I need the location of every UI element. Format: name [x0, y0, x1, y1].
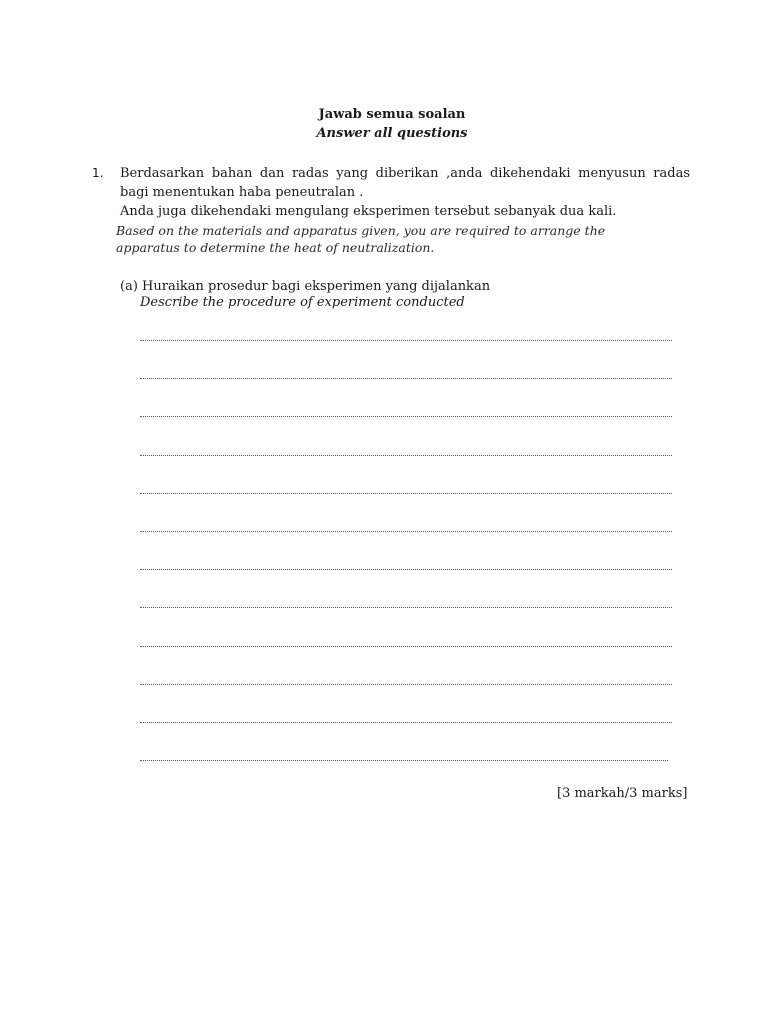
answer-line[interactable] [140, 368, 674, 406]
answer-line[interactable] [140, 712, 674, 750]
question-instruction-malay: Anda juga dikehendaki mengulang eksperimen tersebut sebanyak dua kali. [120, 204, 617, 219]
answer-line[interactable] [140, 483, 674, 521]
page-title-english: Answer all questions [316, 126, 468, 141]
answer-line[interactable] [140, 445, 674, 483]
part-a-label-malay: (a) Huraikan prosedur bagi eksperimen yang dijalankan [120, 279, 491, 294]
dotted-rule [140, 491, 672, 494]
page-title-malay: Jawab semua soalan [318, 107, 466, 122]
dotted-rule [140, 567, 672, 570]
dotted-rule [140, 338, 672, 341]
question-text-malay: Berdasarkan bahan dan radas yang diberikan ,anda dikehendaki menyusun radas bagi menentukan haba peneutralan . [120, 166, 690, 200]
dotted-rule [140, 682, 672, 685]
answer-line[interactable] [140, 597, 674, 635]
dotted-rule [140, 644, 672, 647]
dotted-rule [140, 529, 672, 532]
part-a-label-english: Describe the procedure of experiment conducted [140, 295, 465, 310]
dotted-rule [140, 414, 672, 417]
answer-line[interactable] [140, 750, 674, 788]
dotted-rule [140, 758, 668, 761]
answer-line[interactable] [140, 636, 674, 674]
answer-line[interactable] [140, 330, 674, 368]
dotted-rule [140, 605, 672, 608]
answer-lines [140, 330, 674, 788]
dotted-rule [140, 720, 672, 723]
answer-line[interactable] [140, 674, 674, 712]
answer-line[interactable] [140, 559, 674, 597]
dotted-rule [140, 376, 672, 379]
question-text-english: Based on the materials and apparatus given, you are required to arrange the apparatus to determine the heat of neutralization. [116, 223, 606, 255]
marks-label: [3 markah/3 marks] [557, 786, 688, 801]
answer-line[interactable] [140, 521, 674, 559]
dotted-rule [140, 453, 672, 456]
question-number: 1. [92, 166, 104, 180]
answer-line[interactable] [140, 406, 674, 444]
